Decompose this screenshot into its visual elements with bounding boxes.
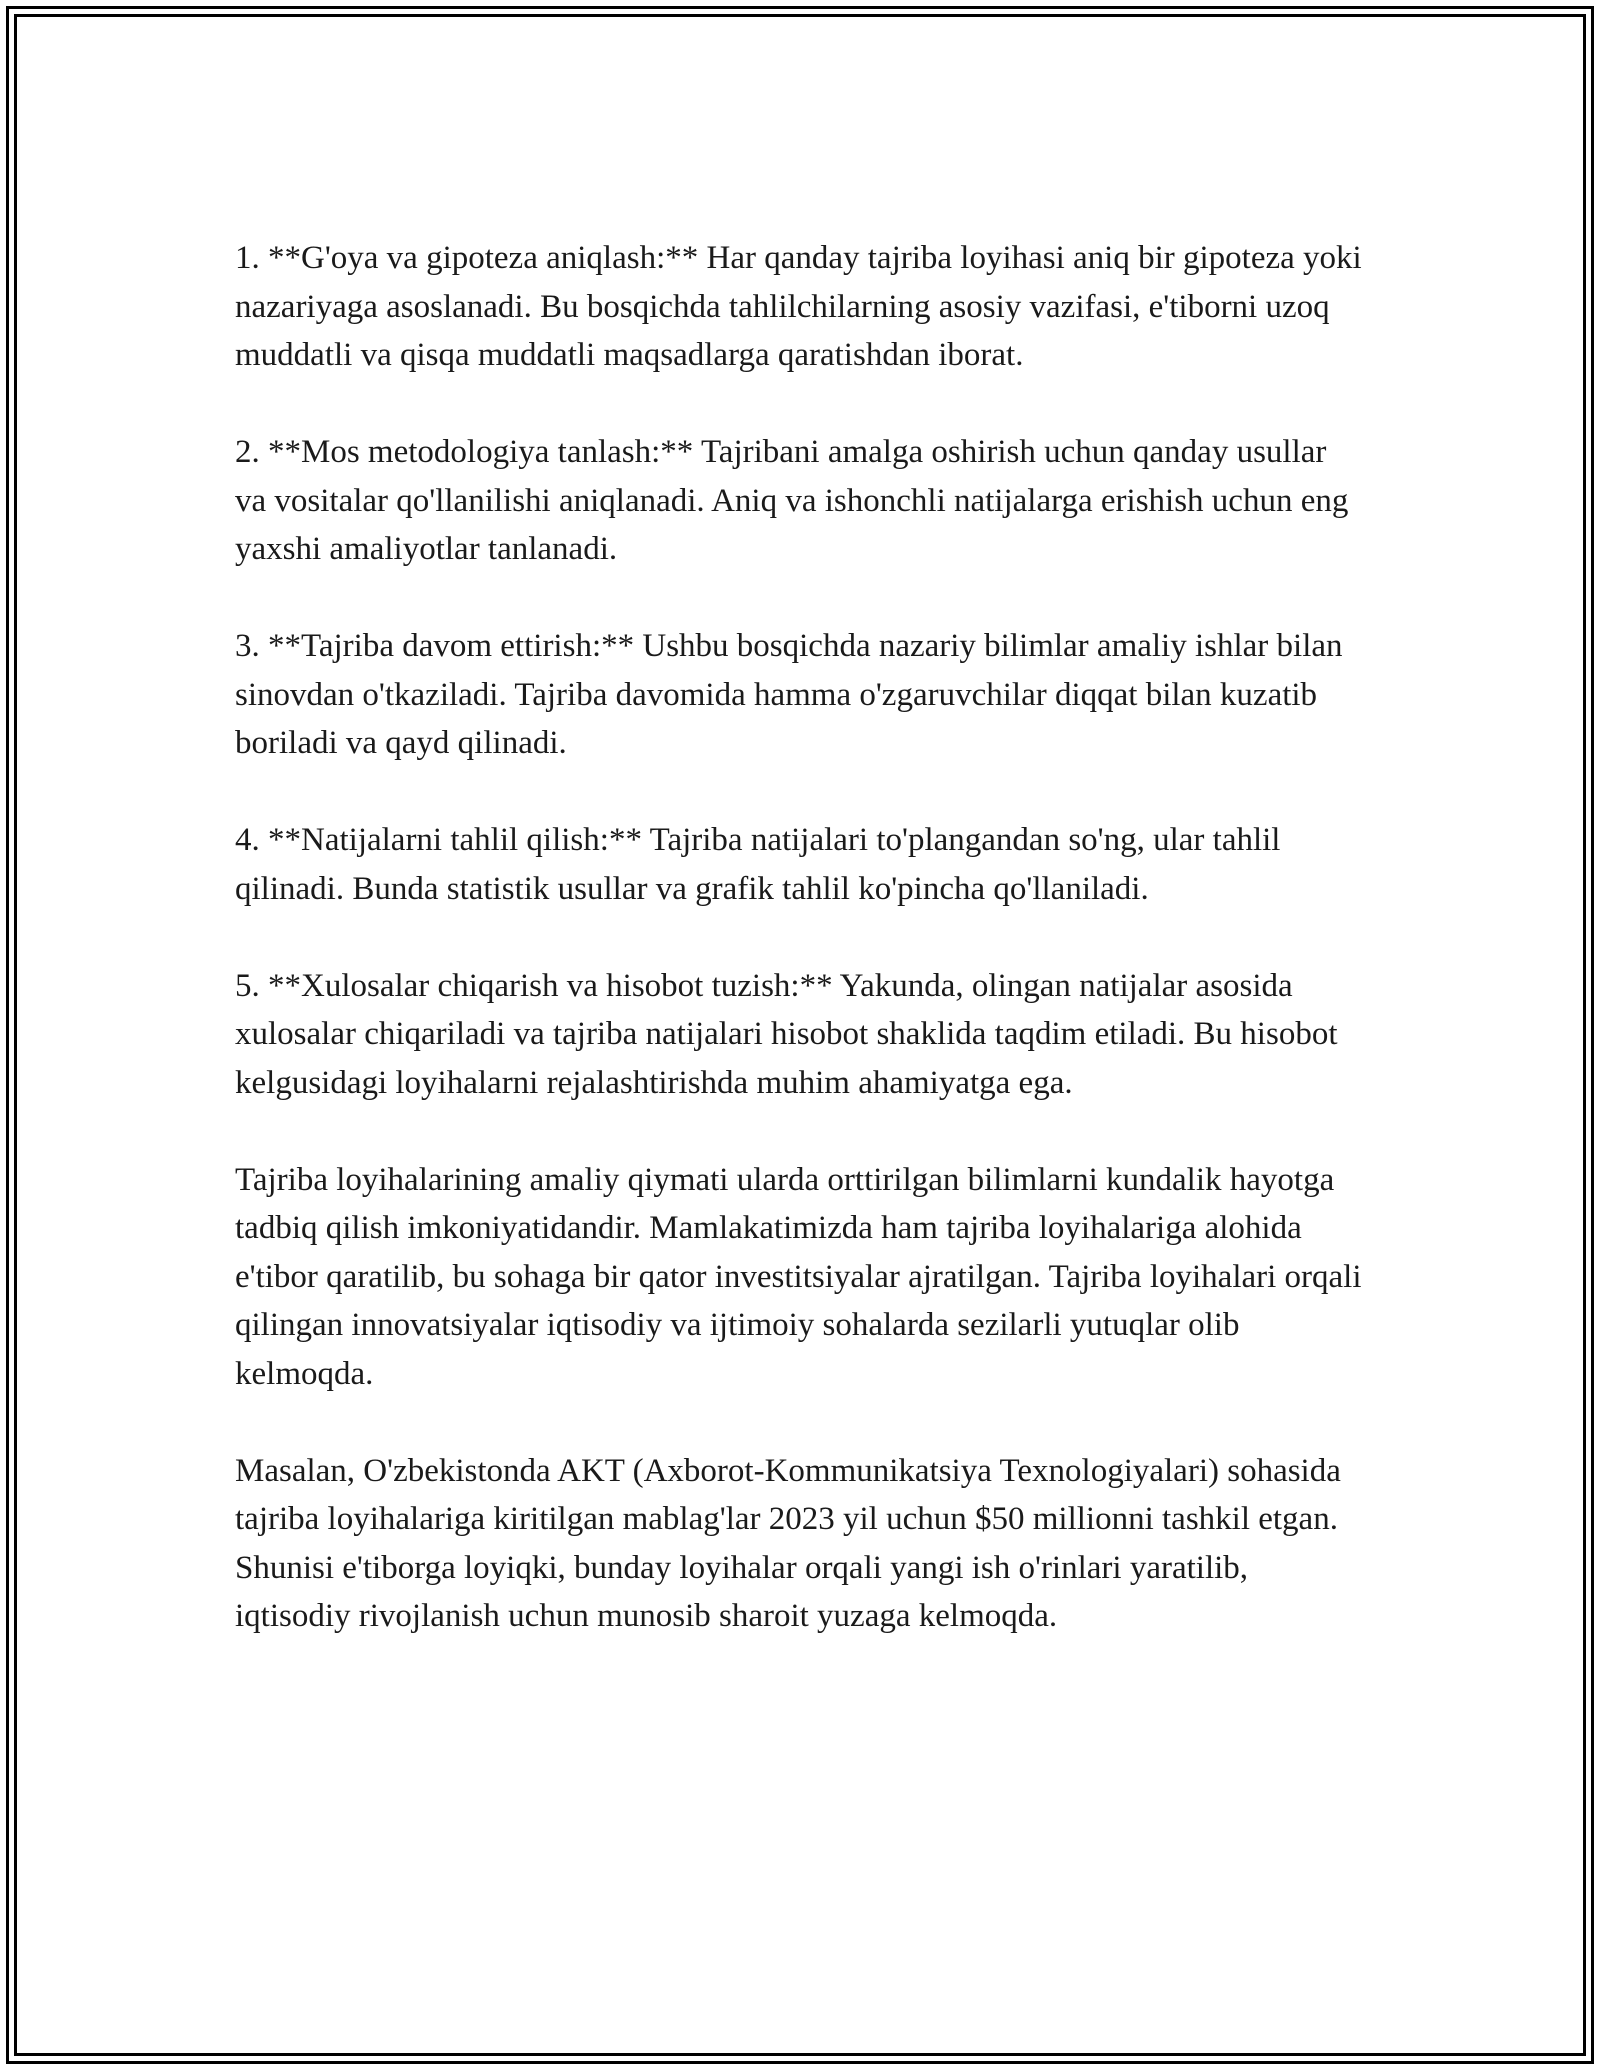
paragraph-example-ict: Masalan, O'zbekistonda AKT (Axborot-Kommunikatsiya Texnologiyalari) sohasida tajriba loyihalariga kiritilgan mablag'lar 2023 yil uchun $50 millionni tashkil etgan. Shunisi e'tiborga loyiqki, bunday loyihalar orqali yangi ish o'rinlari yaratilib, iqtisodiy rivojlanish uchun munosib sharoit yuzaga kelmoqda. bbox=[235, 1452, 1341, 1634]
paragraph-step-2: 2. **Mos metodologiya tanlash:** Tajribani amalga oshirish uchun qanday usullar va vositalar qo'llanilishi aniqlanadi. Aniq va ishonchli natijalarga erishish uchun eng yaxshi amaliyotlar tanlanadi. bbox=[235, 434, 1349, 567]
paragraph-step-5: 5. **Xulosalar chiqarish va hisobot tuzish:** Yakunda, olingan natijalar asosida xulosalar chiqariladi va tajriba natijalari hisobot shaklida taqdim etiladi. Bu hisobot kelgusidagi loyihalarni rejalashtirishda muhim ahamiyatga ega. bbox=[235, 967, 1338, 1101]
paragraph-step-3: 3. **Tajriba davom ettirish:** Ushbu bosqichda nazariy bilimlar amaliy ishlar bilan sinovdan o'tkaziladi. Tajriba davomida hamma o'zgaruvchilar diqqat bilan kuzatib boriladi va qayd qilinadi. bbox=[235, 628, 1343, 761]
paragraph-practical-value: Tajriba loyihalarining amaliy qiymati ularda orttirilgan bilimlarni kundalik hayotga tadbiq qilish imkoniyatidandir. Mamlakatimizda ham tajriba loyihalariga alohida e'tibor qaratilib, bu sohaga bir qator investitsiyalar ajratilgan. Tajriba loyihalari orqali qilingan innovatsiyalar iqtisodiy va ijtimoiy sohalarda sezilarli yutuqlar olib kelmoqda. bbox=[235, 1161, 1362, 1392]
paragraph-step-1: 1. **G'oya va gipoteza aniqlash:** Har qanday tajriba loyihasi aniq bir gipoteza yoki nazariyaga asoslanadi. Bu bosqichda tahlilchilarning asosiy vazifasi, e'tiborni uzoq muddatli va qisqa muddatli maqsadlarga qaratishdan iborat. bbox=[235, 240, 1362, 373]
paragraph-step-4: 4. **Natijalarni tahlil qilish:** Tajriba natijalari to'plangandan so'ng, ular tahlil qilinadi. Bunda statistik usullar va grafik tahlil ko'pincha qo'llaniladi. bbox=[235, 822, 1281, 907]
document-body bbox=[235, 234, 1365, 1689]
